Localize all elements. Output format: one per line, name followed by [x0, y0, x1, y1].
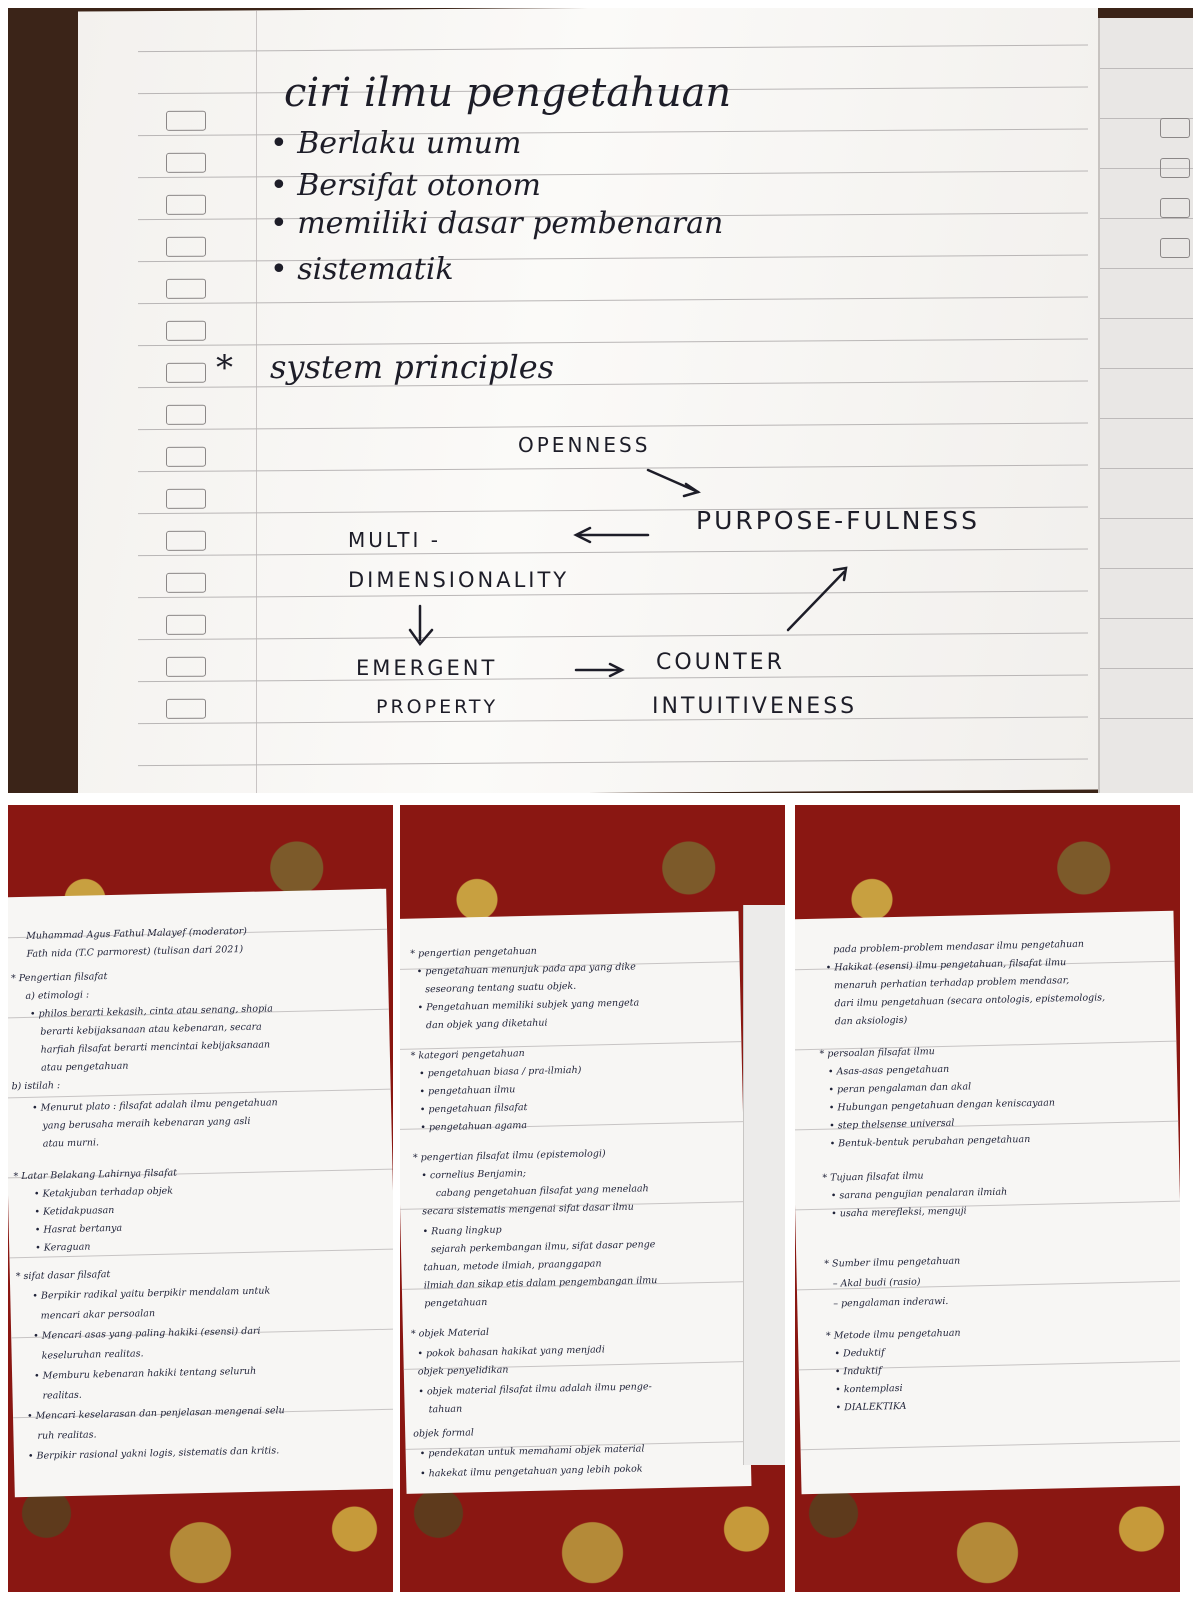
note-line: • objek material filsafat ilmu adalah ilmu penge-: [418, 1381, 652, 1398]
diagram-title: system principles: [270, 348, 555, 386]
note-line: menaruh perhatian terhadap problem mendasar,: [833, 975, 1070, 992]
note-line: berarti kebijaksanaan atau kebenaran, secara: [40, 1021, 262, 1038]
note-line: objek formal: [413, 1427, 474, 1440]
note-line: • Induktif: [834, 1365, 882, 1378]
note-line: • hakekat ilmu pengetahuan yang lebih pokok: [419, 1463, 643, 1480]
note-bullet: • Bersifat otonom: [270, 168, 541, 203]
note-line: • Ketidakpuasan: [34, 1204, 115, 1218]
note-line: realitas.: [42, 1389, 82, 1402]
note-line: secara sistematis mengenai sifat dasar ilmu: [422, 1201, 634, 1218]
note-line: * Sumber ilmu pengetahuan: [824, 1255, 961, 1270]
note-line: • pengetahuan filsafat: [419, 1101, 528, 1116]
note-line: * pengertian filsafat ilmu (epistemologi): [412, 1148, 606, 1164]
note-line: * pengertian pengetahuan: [410, 945, 537, 960]
note-line: • pengetahuan agama: [420, 1120, 528, 1134]
note-line: • pengetahuan menunjuk pada apa yang dike: [416, 961, 636, 978]
note-line: • Berpikir radikal yaitu berpikir mendalam untuk: [32, 1285, 271, 1302]
note-line: * Latar Belakang Lahirnya filsafat: [13, 1167, 178, 1183]
note-line: – pengalaman inderawi.: [833, 1295, 949, 1310]
note-line: – Akal budi (rasio): [832, 1276, 921, 1290]
top-notebook-photo: [8, 8, 1193, 793]
note-line: * Metode ilmu pengetahuan: [825, 1327, 961, 1342]
note-line: • DIALEKTIKA: [835, 1400, 907, 1414]
note-line: cabang pengetahuan filsafat yang menelaah: [435, 1183, 649, 1200]
notebook-page: [400, 911, 751, 1494]
diagram-multi: MULTI -: [348, 528, 441, 552]
note-line: • philos berarti kekasih, cinta atau senang, shopia: [29, 1003, 273, 1020]
note-line: • Keraguan: [35, 1241, 91, 1254]
ruled-line: [801, 1441, 1180, 1451]
note-line: dan objek yang diketahui: [425, 1017, 548, 1032]
notes-photo-left: [8, 805, 393, 1592]
note-line: Muhammad Agus Fathul Malayef (moderator): [26, 925, 248, 942]
note-bullet: • Berlaku umum: [270, 126, 522, 161]
ruled-line: [400, 1041, 741, 1050]
note-line: a) etimologi :: [25, 989, 90, 1002]
diagram-emergent: EMERGENT: [356, 656, 498, 680]
note-line: seseorang tentang suatu objek.: [425, 980, 577, 996]
note-line: • Menurut plato : filsafat adalah ilmu pengetahuan: [31, 1097, 278, 1114]
diagram-purposefulness: PURPOSE-FULNESS: [696, 506, 981, 535]
note-line: • pokok bahasan hakikat yang menjadi: [417, 1344, 605, 1360]
note-line: pengetahuan: [424, 1296, 488, 1310]
notes-photo-middle: [400, 805, 785, 1592]
note-line: • pengetahuan biasa / pra-ilmiah): [418, 1064, 582, 1080]
note-line: • peran pengalaman dan akal: [828, 1081, 972, 1096]
diagram-intuitiveness: INTUITIVENESS: [652, 694, 858, 719]
note-line: sejarah perkembangan ilmu, sifat dasar penge: [430, 1239, 656, 1256]
note-line: keseluruhan realitas.: [41, 1348, 144, 1362]
note-bullet: • sistematik: [270, 252, 454, 287]
note-line: • Ketakjuban terhadap objek: [33, 1185, 174, 1200]
note-line: • Berpikir rasional yakni logis, sistematis dan kritis.: [27, 1445, 280, 1462]
note-line: * persoalan filsafat ilmu: [819, 1046, 935, 1060]
note-line: objek penyelidikan: [417, 1364, 509, 1378]
note-line: • usaha merefleksi, menguji: [831, 1205, 967, 1220]
note-line: Fath nida (T.C parmorest) (tulisan dari 2021): [26, 943, 244, 960]
diagram-openness: OPENNESS: [518, 433, 651, 457]
note-line: atau pengetahuan: [41, 1060, 129, 1074]
note-line: b) istilah :: [11, 1080, 61, 1093]
note-line: ilmiah dan sikap etis dalam pengembangan ilmu: [423, 1275, 658, 1292]
note-line: • Mencari keselarasan dan penjelasan mengenai selu: [26, 1405, 285, 1422]
note-line: • Bentuk-bentuk perubahan pengetahuan: [829, 1134, 1031, 1150]
note-line: • Memburu kebenaran hakiki tentang seluruh: [33, 1365, 257, 1382]
note-line: • Hakikat (esensi) ilmu pengetahuan, filsafat ilmu: [825, 957, 1067, 974]
note-line: • pendekatan untuk memahami objek material: [419, 1443, 645, 1460]
facing-page: [743, 905, 785, 1465]
arrow-counter-to-purpose: [788, 572, 844, 630]
note-line: yang berusaha meraih kebenaran yang asli: [42, 1115, 251, 1132]
note-line: mencari akar persoalan: [40, 1308, 156, 1322]
arrowhead: [834, 568, 846, 580]
note-line: • Ruang lingkup: [422, 1224, 502, 1238]
note-line: * kategori pengetahuan: [410, 1048, 525, 1062]
diagram-property: PROPERTY: [376, 696, 499, 718]
note-line: * sifat dasar filsafat: [15, 1269, 111, 1283]
note-line: tahuan: [428, 1403, 463, 1416]
note-line: • cornelius Benjamin;: [421, 1168, 527, 1182]
note-line: • step thelsense universal: [829, 1117, 955, 1132]
note-line: • Pengetahuan memiliki subjek yang mengeta: [417, 997, 640, 1014]
note-line: • kontemplasi: [835, 1382, 903, 1396]
note-bullet: • memiliki dasar pembenaran: [270, 206, 724, 241]
diagram-counter: COUNTER: [656, 650, 785, 675]
note-line: harfiah filsafat berarti mencintai kebijaksanaan: [40, 1039, 271, 1056]
arrow-openness-to-purpose: [648, 470, 698, 492]
note-line: dari ilmu pengetahuan (secara ontologis, epistemologis,: [834, 992, 1106, 1010]
note-line: • Hubungan pengetahuan dengan keniscayaan: [828, 1097, 1056, 1114]
note-line: • Deduktif: [834, 1347, 885, 1360]
star-marker: *: [216, 348, 233, 388]
note-line: ruh realitas.: [37, 1429, 97, 1442]
note-heading: ciri ilmu pengetahuan: [284, 70, 732, 116]
note-line: atau murni.: [42, 1137, 100, 1150]
diagram-dimensionality: DIMENSIONALITY: [348, 568, 570, 592]
note-line: • sarana pengujian penalaran ilmiah: [830, 1186, 1008, 1202]
note-line: • Asas-asas pengetahuan: [827, 1063, 950, 1078]
notes-photo-right: [795, 805, 1180, 1592]
note-line: * Tujuan filsafat ilmu: [822, 1170, 924, 1184]
ruled-line: [8, 1089, 391, 1099]
notebook-page: [8, 889, 393, 1498]
note-line: * Pengertian filsafat: [10, 971, 108, 985]
note-line: • Mencari asas yang paling hakiki (esensi) dari: [33, 1325, 261, 1342]
diagram-arrows: [8, 8, 1193, 793]
note-line: pada problem-problem mendasar ilmu pengetahuan: [833, 938, 1085, 956]
note-line: tahuan, metode ilmiah, praanggapan: [423, 1258, 602, 1274]
note-line: dan aksiologis): [834, 1014, 908, 1028]
note-line: • Hasrat bertanya: [34, 1222, 123, 1236]
notebook-page: [795, 911, 1180, 1495]
note-line: * objek Material: [410, 1326, 490, 1340]
note-line: • pengetahuan ilmu: [419, 1084, 516, 1098]
